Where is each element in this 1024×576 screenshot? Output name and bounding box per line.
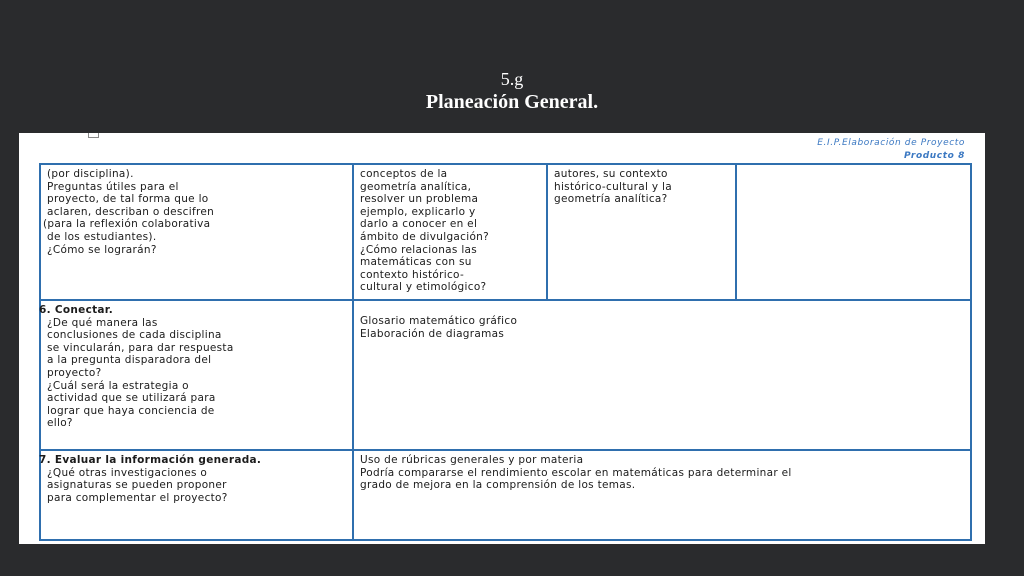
corner-mark — [88, 133, 99, 138]
row3-col1-cell — [40, 450, 353, 540]
table-row — [40, 450, 971, 540]
text-line: matemáticas con su — [360, 256, 472, 269]
row2-col2-cell — [353, 300, 971, 450]
section-heading-evaluar: 7. Evaluar la información generada. — [39, 454, 262, 466]
text-line: ¿De qué manera las — [47, 316, 158, 329]
document-header-line1: E.I.P.Elaboración de Proyecto — [817, 138, 965, 148]
text-line: a la pregunta disparadora del — [47, 354, 212, 367]
text-line: histórico-cultural y la — [554, 180, 672, 193]
text-line: autores, su contexto — [554, 168, 668, 180]
text-line: darlo a conocer en el — [360, 218, 478, 231]
text-line: asignaturas se pueden proponer — [47, 479, 227, 492]
text-line: proyecto, de tal forma que lo — [47, 193, 209, 206]
table-row — [40, 300, 971, 450]
row1-col1-cell — [40, 164, 353, 300]
text-line: ¿Cómo relacionas las — [360, 243, 478, 256]
text-line: aclaren, describan o descifren — [47, 205, 215, 218]
text-line: contexto histórico- — [360, 268, 465, 281]
text-line: geometría analítica, — [360, 180, 472, 193]
text-line: Preguntas útiles para el — [47, 180, 179, 193]
text-line: geometría analítica? — [554, 193, 668, 206]
table-row — [40, 164, 971, 300]
document-page — [19, 133, 985, 544]
document-header-line2: Producto 8 — [903, 151, 965, 161]
text-line: (por disciplina). — [47, 168, 134, 180]
slide-title — [0, 68, 1024, 114]
text-line: ¿Cómo se lograrán? — [47, 243, 157, 256]
text-line: de los estudiantes). — [47, 230, 157, 243]
text-line: ejemplo, explicarlo y — [360, 205, 476, 218]
row1-col3-cell — [547, 164, 736, 300]
text-line: actividad que se utilizará para — [47, 392, 216, 405]
text-line: Glosario matemático gráfico — [360, 315, 518, 327]
text-line: conclusiones de cada disciplina — [47, 329, 222, 342]
text-line: se vincularán, para dar respuesta — [47, 341, 234, 354]
slide-heading: Planeación General. — [425, 91, 599, 113]
text-line: para complementar el proyecto? — [47, 491, 228, 504]
text-line: Elaboración de diagramas — [360, 327, 505, 340]
text-line: ámbito de divulgación? — [360, 230, 489, 243]
text-line: Uso de rúbricas generales y por materia — [360, 454, 584, 466]
row1-col2-cell — [353, 164, 547, 300]
row1-col4-cell — [736, 164, 971, 300]
text-line: ello? — [47, 417, 73, 430]
slide-number: 5.g — [500, 69, 524, 89]
text-line: Podría compararse el rendimiento escolar en matemáticas para determinar el — [360, 466, 792, 479]
text-line: lograr que haya conciencia de — [47, 404, 215, 417]
text-line: ¿Cuál será la estrategia o — [47, 379, 189, 392]
text-line: cultural y etimológico? — [360, 281, 487, 294]
planning-table — [39, 163, 972, 541]
section-heading-conectar: 6. Conectar. — [39, 304, 114, 316]
text-line: grado de mejora en la comprensión de los temas. — [360, 479, 636, 492]
row2-col1-cell — [40, 300, 353, 450]
text-line: resolver un problema — [360, 193, 479, 206]
text-line: conceptos de la — [360, 168, 448, 180]
text-line: proyecto? — [47, 366, 102, 379]
text-line: ¿Qué otras investigaciones o — [47, 466, 208, 479]
text-line: (para la reflexión colaborativa — [43, 218, 211, 231]
row3-col2-cell — [353, 450, 971, 540]
